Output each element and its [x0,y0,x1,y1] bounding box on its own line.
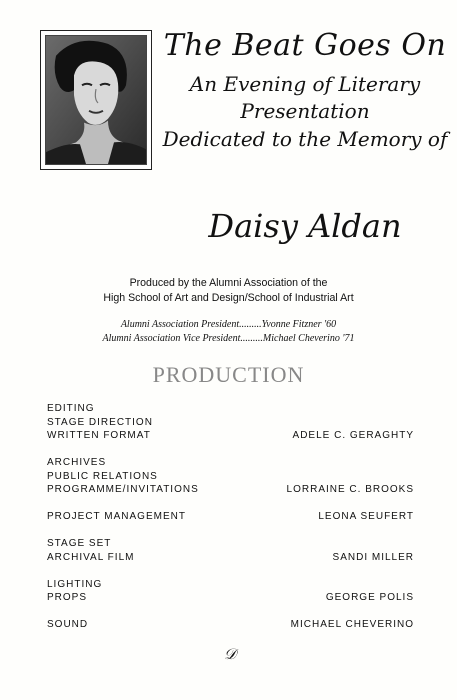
credit-name: GEORGE POLIS [325,592,414,603]
credits-list [47,402,414,632]
credit-row [47,402,414,416]
portrait-frame [40,30,152,170]
credit-role: PROPS [47,592,88,603]
colophon-mark: 𝒟 [224,645,236,663]
credit-role: ARCHIVAL FILM [47,551,135,563]
credit-row [47,456,414,470]
credit-row [47,416,414,430]
credit-role: PROJECT MANAGEMENT [47,511,186,522]
event-subtitle-line-3: Dedicated to the Memory of [162,127,448,151]
credit-role: WRITTEN FORMAT [47,430,151,441]
credit-row [47,551,414,565]
credit-role: ARCHIVES [47,457,107,468]
credit-row [47,483,414,497]
credit-row [47,578,414,592]
portrait-image [46,36,146,164]
produced-by-line-1: Produced by the Alumni Association of the [129,277,328,289]
portrait-photo [45,35,147,165]
event-title: The Beat Goes On [163,28,447,63]
credit-row [47,429,414,443]
credit-role: SOUND [47,619,89,630]
event-subtitle-line-2: Presentation [240,99,370,123]
credit-row [47,470,414,484]
credit-role: PUBLIC RELATIONS [47,470,158,482]
event-subtitle-line-1: An Evening of Literary [189,72,421,96]
credit-role: STAGE DIRECTION [47,416,153,428]
credit-role: STAGE SET [47,538,112,549]
credit-row [47,618,414,632]
credit-name: ADELE C. GERAGHTY [292,430,414,441]
honoree-name: Daisy Aldan [208,207,402,245]
officer-vice-president: Alumni Association Vice President.........Michael Cheverino '71 [102,333,355,344]
officers-block [40,318,417,346]
credit-name: LEONA SEUFERT [318,511,414,522]
credit-row [47,510,414,524]
credit-name: LORRAINE C. BROOKS [286,484,414,495]
produced-by-block [40,276,417,306]
credit-row [47,537,414,551]
credit-role: PROGRAMME/INVITATIONS [47,484,199,495]
credit-name: SANDI MILLER [332,551,414,563]
officer-president: Alumni Association President.........Yvonne Fitzner '60 [120,319,337,330]
production-heading: PRODUCTION [152,362,305,387]
credit-row [47,591,414,605]
credit-role: EDITING [47,403,95,414]
produced-by-line-2: High School of Art and Design/School of Industrial Art [103,292,354,304]
credit-role: LIGHTING [47,578,103,590]
credit-name: MICHAEL CHEVERINO [290,619,414,630]
